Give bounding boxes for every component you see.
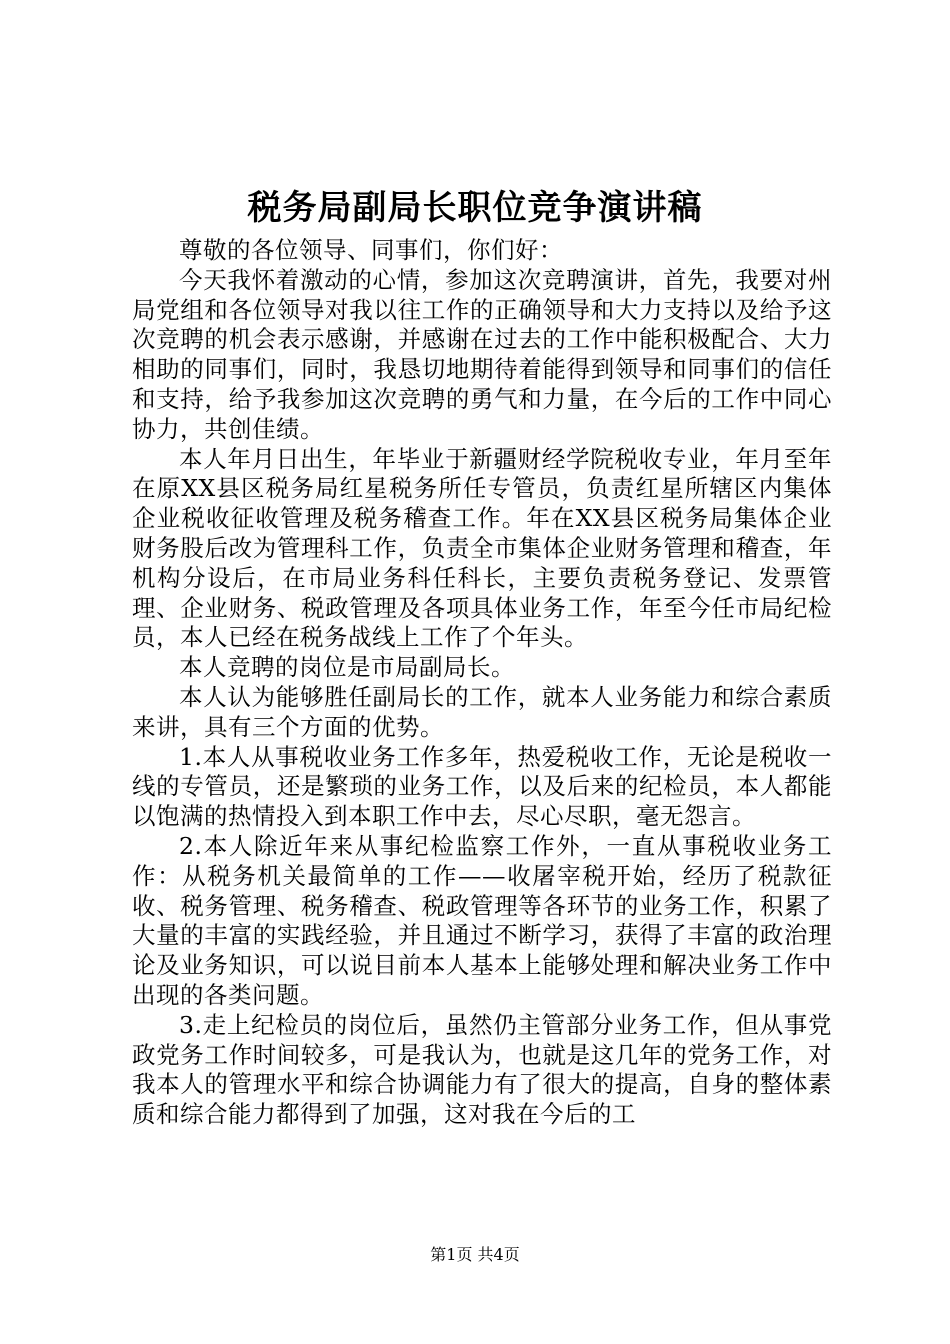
page-number-footer: 第1页 共4页 bbox=[430, 1245, 520, 1264]
list-item-paragraph: 2.本人除近年来从事纪检监察工作外，一直从事税收业务工作：从税务机关最简单的工作——收屠宰税开始，经历了税款征收、税务管理、税务稽查、税政管理等各环节的业务工作，积累了大量的丰富的实践经验，并且通过不断学习，获得了丰富的政治理论及业务知识，可以说目前本人基本上能够处理和解决业务工作中出现的各类问题。 bbox=[132, 831, 832, 1009]
document-body bbox=[132, 236, 832, 1130]
list-item-paragraph: 1.本人从事税收业务工作多年，热爱税收工作，无论是税收一线的专管员，还是繁琐的业务工作，以及后来的纪检员，本人都能以饱满的热情投入到本职工作中去，尽心尽职，毫无怨言。 bbox=[132, 742, 832, 831]
body-paragraph: 本人年月日出生，年毕业于新疆财经学院税收专业，年月至年在原XX县区税务局红星税务所任专管员，负责红星所辖区内集体企业税收征收管理及税务稽查工作。年在XX县区税务局集体企业财务股后改为管理科工作，负责全市集体企业财务管理和稽查，年机构分设后，在市局业务科任科长，主要负责税务登记、发票管理、企业财务、税政管理及各项具体业务工作，年至今任市局纪检员，本人已经在税务战线上工作了个年头。 bbox=[132, 444, 832, 652]
body-paragraph: 本人认为能够胜任副局长的工作，就本人业务能力和综合素质来讲，具有三个方面的优势。 bbox=[132, 682, 832, 741]
body-paragraph: 今天我怀着激动的心情，参加这次竞聘演讲，首先，我要对州局党组和各位领导对我以往工作的正确领导和大力支持以及给予这次竞聘的机会表示感谢，并感谢在过去的工作中能积极配合、大力相助的同事们，同时，我恳切地期待着能得到领导和同事们的信任和支持，给予我参加这次竞聘的勇气和力量，在今后的工作中同心协力，共创佳绩。 bbox=[132, 265, 832, 443]
list-item-paragraph: 3.走上纪检员的岗位后，虽然仍主管部分业务工作，但从事党政党务工作时间较多，可是我认为，也就是这几年的党务工作，对我本人的管理水平和综合协调能力有了很大的提高，自身的整体素质和综合能力都得到了加强，这对我在今后的工 bbox=[132, 1010, 832, 1129]
body-paragraph: 本人竞聘的岗位是市局副局长。 bbox=[179, 653, 515, 682]
document-title: 税务局副局长职位竞争演讲稿 bbox=[247, 188, 703, 228]
salutation-paragraph: 尊敬的各位领导、同事们，你们好： bbox=[179, 236, 563, 264]
